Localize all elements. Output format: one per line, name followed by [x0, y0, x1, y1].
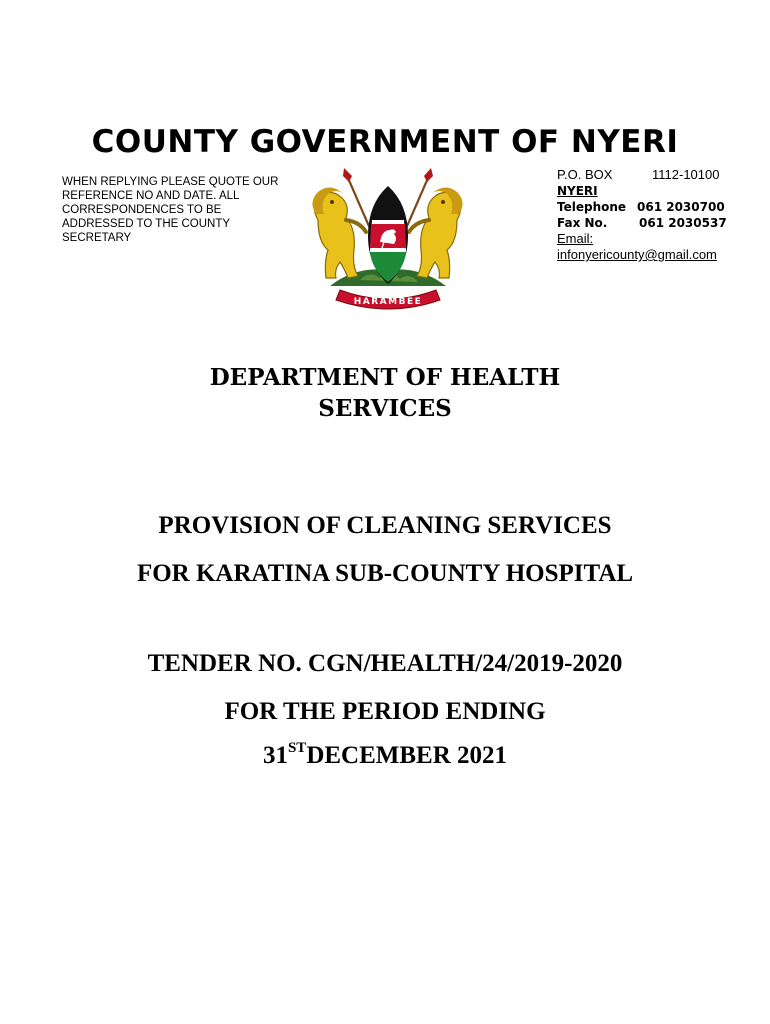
right-lion-eye [441, 200, 445, 204]
email-label: Email: [557, 231, 594, 246]
end-month-year: DECEMBER 2021 [306, 742, 508, 769]
tender-title-line2: FOR KARATINA SUB-COUNTY HOSPITAL [136, 560, 634, 587]
county-title: COUNTY GOVERNMENT OF NYERI [91, 124, 679, 160]
motto-text: HARAMBEE [353, 297, 423, 307]
telephone-row [557, 199, 747, 215]
reply-instructions: WHEN REPLYING PLEASE QUOTE OUR REFERENCE NO AND DATE. ALL CORRESPONDENCES TO BE ADDRESSED TO THE COUNTY SECRETARY [62, 176, 279, 244]
right-spear-tip [424, 168, 433, 182]
pobox-value: 1112-10100 [652, 167, 720, 182]
left-spear-tip [343, 168, 352, 182]
period-end-date [0, 742, 770, 770]
telephone-value: 061 2030700 [637, 200, 725, 214]
email-row [557, 247, 747, 263]
department-title [0, 362, 770, 424]
tender-number: TENDER NO. CGN/HEALTH/24/2019-2020 [147, 650, 623, 677]
contact-block [557, 167, 747, 263]
left-lion-eye [330, 200, 334, 204]
town-row [557, 183, 747, 199]
email-link[interactable]: infonyericounty@gmail.com [557, 247, 717, 262]
tender-title-line1: PROVISION OF CLEANING SERVICES [158, 512, 612, 539]
fax-row [557, 215, 747, 231]
end-day-suffix: ST [287, 740, 307, 756]
town-name: NYERI [557, 184, 598, 198]
pobox-row [557, 167, 747, 183]
fax-label: Fax No. [557, 216, 608, 230]
department-line2: SERVICES [318, 395, 452, 422]
department-line1: DEPARTMENT OF HEALTH [209, 364, 561, 391]
fax-value: 061 2030537 [639, 216, 727, 230]
telephone-label: Telephone [557, 200, 627, 214]
email-label-row [557, 231, 747, 247]
pobox-label: P.O. BOX [557, 167, 613, 182]
end-day: 31 [262, 742, 288, 769]
period-label: FOR THE PERIOD ENDING [224, 698, 546, 725]
kenya-coat-of-arms-icon [300, 158, 475, 316]
